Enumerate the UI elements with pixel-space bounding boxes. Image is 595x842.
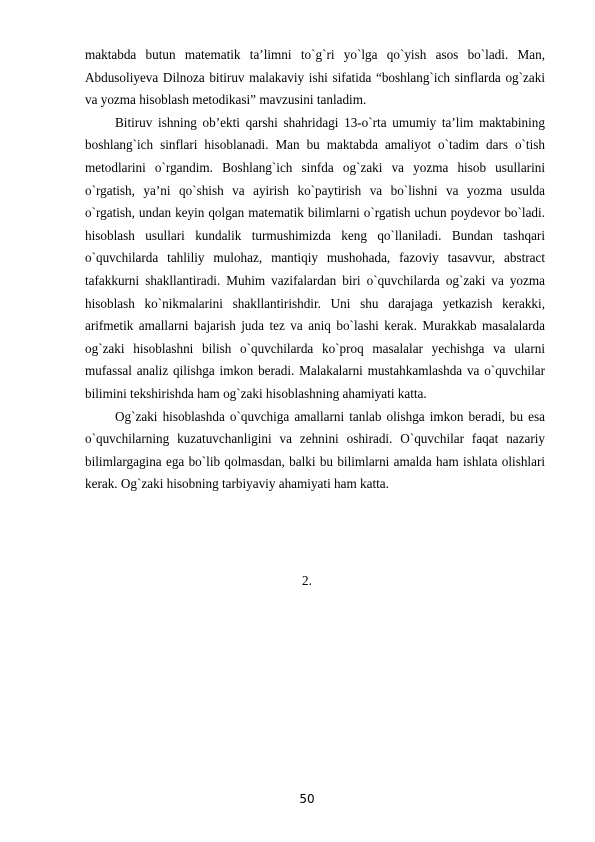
paragraph-object: Bitiruv ishning ob’ekti qarshi shahridagi 13-o`rta umumiy ta’lim maktabining boshlang`ich sinflari hisoblanadi. Man bu maktabda amaliyot o`tadim dars o`tish metodlarini o`rgandim. Boshlang`ich sinfda og`zaki va yozma hisob usullarini o`rgatish, ya’ni qo`shish va ayirish ko`paytirish va bo`lishni va yozma usulda o`rgatish, undan keyin qolgan matematik bilimlarni o`rgatish uchun poydevor bo`ladi. hisoblash usullari kundalik turmushimizda keng qo`llaniladi. Bundan tashqari o`quvchilarda tahliliy mulohaz, mantiqiy mushohada, fazoviy tasavvur, abstract tafakkurni shakllantiradi. Muhim vazifalardan biri o`quvchilarda og`zaki va yozma hisoblash ko`nikmalarini shakllantirishdir. Uni shu darajaga yetkazish kerakki, arifmetik amallarni bajarish juda tez va aniq bo`lashi kerak. Murakkab masalalarda og`zaki hisoblashni bilish o`quvchilarda ko`proq masalalar yechishga va ularni mufassal analiz qilishga imkon beradi. Malakalarni mustahkamlashda va o`quvchilar bilimini tekshirishda ham og`zaki hisoblashning ahamiyati katta. [85,114,545,401]
paragraph-oral-calculation: Og`zaki hisoblashda o`quvchiga amallarni tanlab olishga imkon beradi, bu esa o`quvchilarning kuzatuvchanligini va zehnini oshiradi. O`quvchilar faqat nazariy bilimlargagina ega bo`lib qolmasdan, balki bu bilimlarni amalda ham ishlata olishlari kerak. Og`zaki hisobning tarbiyaviy ahamiyati ham katta. [85,408,545,492]
body-text [85,44,545,496]
section-number: 2. [302,573,312,588]
paragraph-intro: maktabda butun matematik ta’limni to`g`ri yo`lga qo`yish asos bo`ladi. Man, Abdusoliyeva Dilnoza bitiruv malakaviy ishi sifatida “boshlang`ich sinflarda og`zaki va yozma hisoblash metodikasi” mavzusini tanladim. [85,47,545,108]
page-number: 50 [299,792,315,806]
